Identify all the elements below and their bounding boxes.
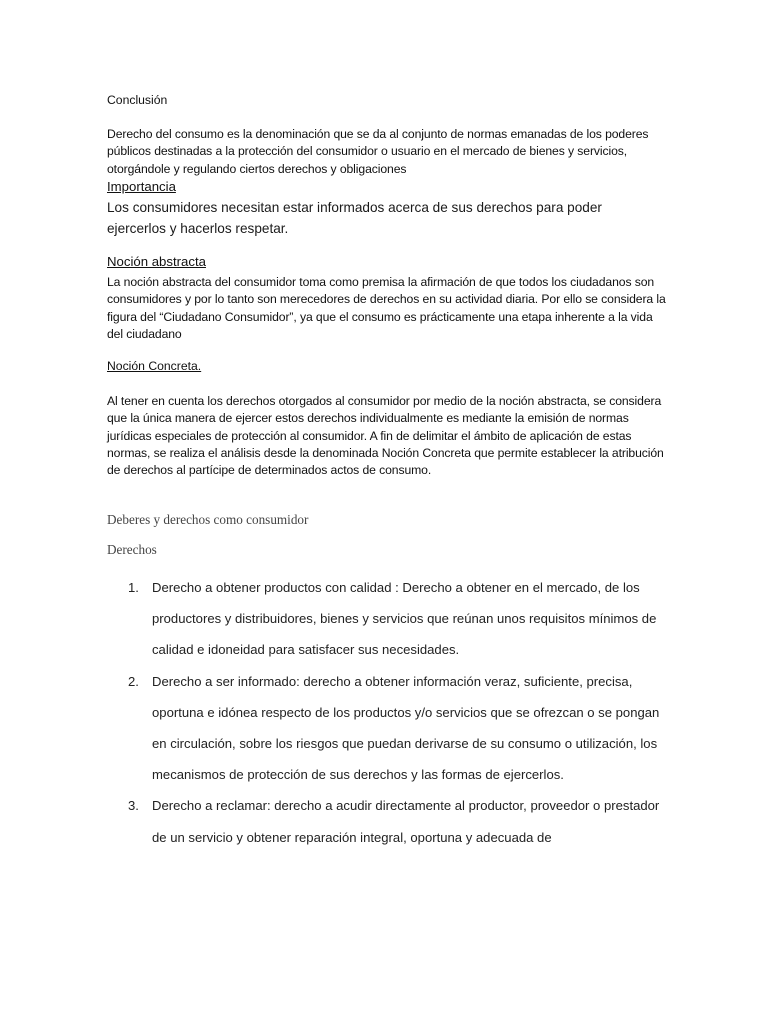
list-number: 1. <box>128 580 139 595</box>
importance-title-text: Importancia <box>107 179 176 194</box>
conclusion-title: Conclusión <box>107 93 168 107</box>
list-text: Derecho a obtener productos con calidad : Derecho a obtener en el mercado, de los productores y distribuidores, bienes y servicios que reúnan unos requisitos mínimos de calidad e idoneidad para satisfacer sus necesidades. <box>152 580 657 658</box>
concrete-paragraph: Al tener en cuenta los derechos otorgados al consumidor por medio de la noción abstracta, se considera que la única manera de ejercer estos derechos individualmente es mediante la emisión de normas jurídicas especiales de protección al consumidor. A fin de delimitar el ámbito de aplicación de estas normas, se realiza el análisis desde la denominada Noción Concreta que permite establecer la atribución de derechos al partícipe de determinados actos de consumo. <box>107 394 664 478</box>
importance-title <box>107 179 176 194</box>
conclusion-paragraph: Derecho del consumo es la denominación que se da al conjunto de normas emanadas de los poderes públicos destinadas a la protección del consumidor o usuario en el mercado de bienes y servicios, otorgándole y regulando ciertos derechos y obligaciones <box>107 127 649 176</box>
rights-title: Derechos <box>107 542 157 557</box>
rights-list <box>107 572 667 853</box>
abstract-title: Noción abstracta <box>107 254 206 269</box>
list-item <box>107 666 667 791</box>
importance-paragraph: Los consumidores necesitan estar informados acerca de sus derechos para poder ejercerlos y hacerlos respetar. <box>107 200 602 236</box>
abstract-paragraph: La noción abstracta del consumidor toma como premisa la afirmación de que todos los ciudadanos son consumidores y por lo tanto son merecedores de derechos en su actividad diaria. Por ello se considera la figura del “Ciudadano Consumidor”, ya que el consumo es prácticamente una etapa inherente a la vida del ciudadano <box>107 275 666 341</box>
list-item <box>107 572 667 666</box>
concrete-title: Noción Concreta. <box>107 359 202 373</box>
list-number: 3. <box>128 798 139 814</box>
list-item <box>107 790 667 852</box>
list-number: 2. <box>128 673 139 689</box>
list-text: Derecho a reclamar: derecho a acudir directamente al productor, proveedor o prestador de un servicio y obtener reparación integral, oportuna y adecuada de <box>152 798 660 845</box>
list-text: Derecho a ser informado: derecho a obtener información veraz, suficiente, precisa, oportuna e idónea respecto de los productos y/o servicios que se ofrezcan o se pongan en circulación, sobre los riesgos que puedan derivarse de su consumo o utilización, los mecanismos de protección de sus derechos y las formas de ejercerlos. <box>152 673 660 783</box>
duties-title: Deberes y derechos como consumidor <box>107 512 309 527</box>
